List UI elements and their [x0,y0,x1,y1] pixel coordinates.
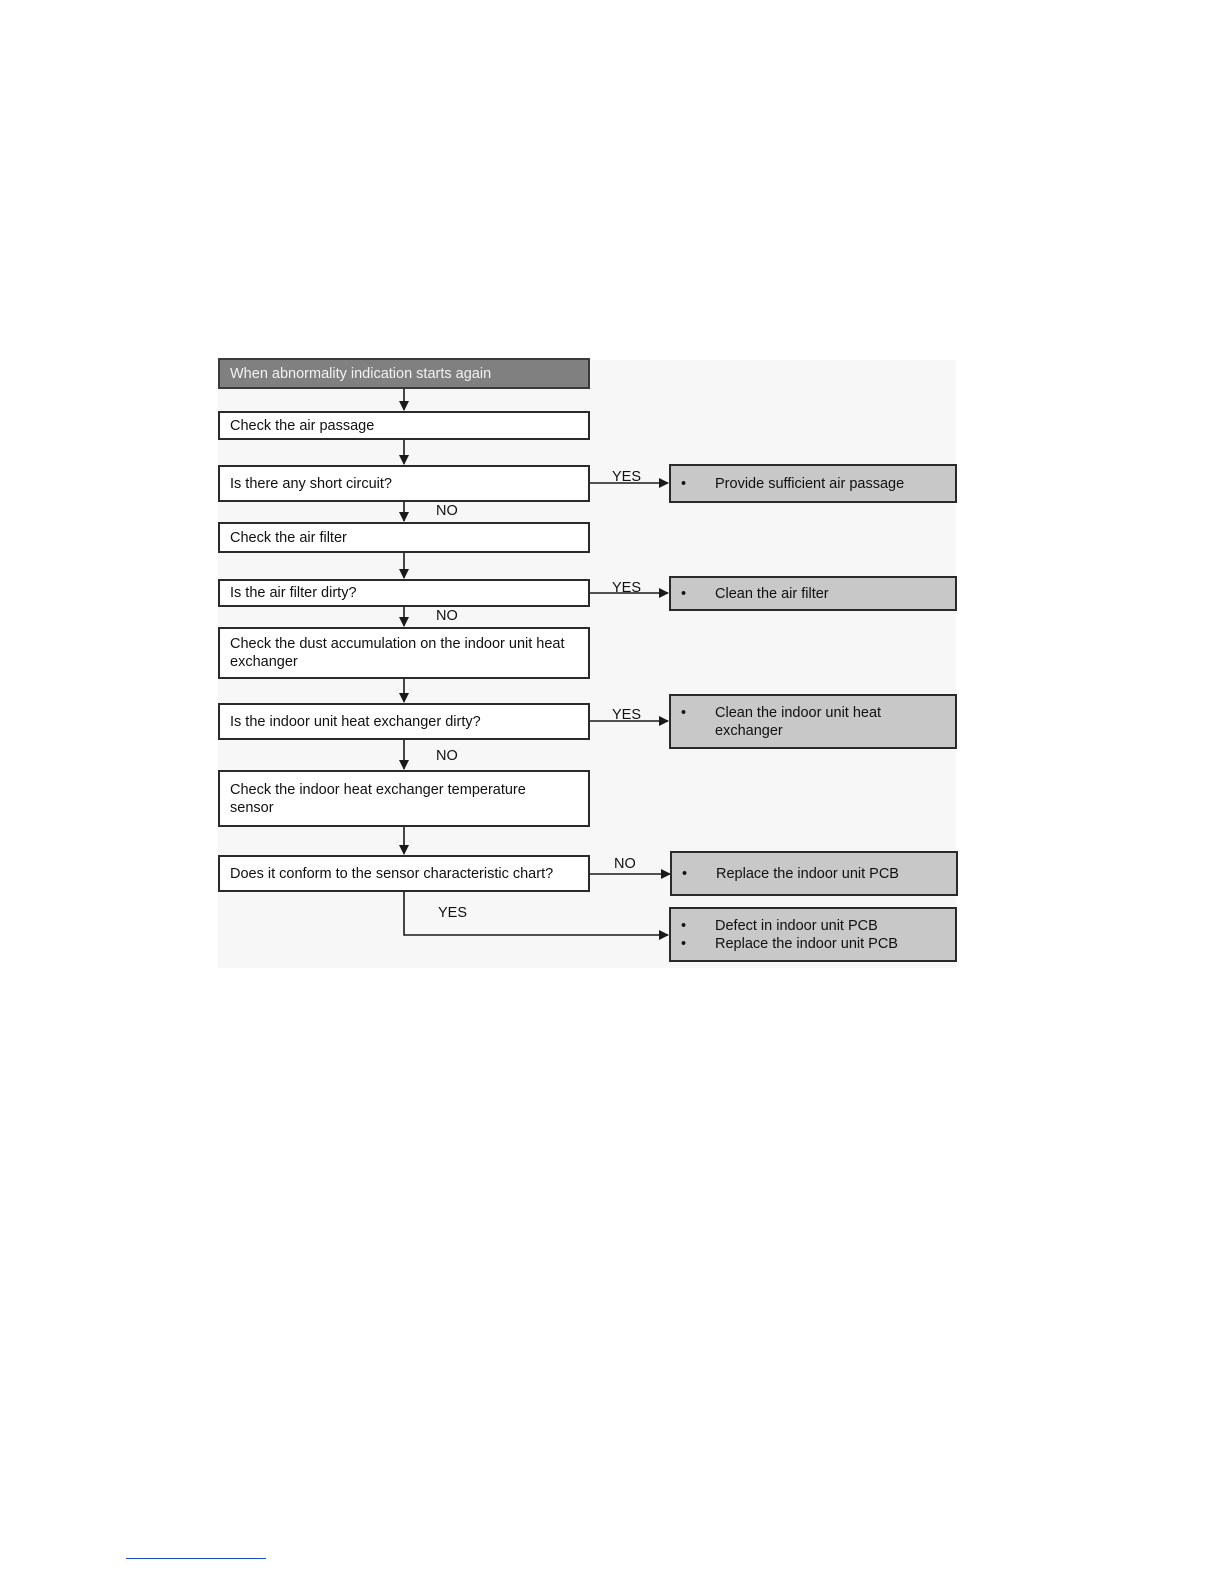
result-bullet: • Replace the indoor unit PCB [682,865,899,883]
result-replace-pcb [670,851,958,896]
step-text: Check the air filter [230,529,347,546]
result-clean-exchanger [669,694,957,749]
step-text: Check the indoor heat exchanger temperature sensor [230,781,526,816]
label-filter-dirty-yes: YES [612,580,642,596]
label-short-circuit-no: NO [436,503,458,519]
question-text: Is the air filter dirty? [230,585,357,601]
label-conform-no: NO [614,856,636,872]
result-defect-pcb [669,907,957,962]
result-bullet: • Clean the air filter [681,585,829,603]
label-exchanger-yes: YES [612,707,642,723]
result-bullet: • Replace the indoor unit PCB [681,935,898,953]
step-text: Check the air passage [230,417,375,434]
step-check-dust [218,627,590,679]
question-exchanger-dirty [218,703,590,740]
start-text: When abnormality indication starts again [230,365,492,382]
result-bullet: • Clean the indoor unit heat exchanger [681,704,905,740]
result-air-passage [669,464,957,503]
result-bullet: • Defect in indoor unit PCB [681,917,898,935]
step-check-air-filter [218,522,590,553]
label-conform-yes: YES [438,905,468,921]
question-text: Is there any short circuit? [230,475,392,492]
question-text: Is the indoor unit heat exchanger dirty? [230,713,481,730]
label-filter-dirty-no: NO [436,608,458,624]
question-conform-chart [218,855,590,892]
start-box [218,358,590,389]
label-exchanger-no: NO [436,748,458,764]
question-filter-dirty [218,579,590,607]
result-bullet: • Provide sufficient air passage [681,475,904,493]
question-short-circuit [218,465,590,502]
label-short-circuit-yes: YES [612,469,642,485]
step-check-sensor [218,770,590,827]
step-check-air-passage [218,411,590,440]
step-text: Check the dust accumulation on the indoor unit heat exchanger [230,636,565,670]
footer-link-underline [126,1558,266,1559]
result-clean-filter [669,576,957,611]
question-text: Does it conform to the sensor characteristic chart? [230,865,554,882]
